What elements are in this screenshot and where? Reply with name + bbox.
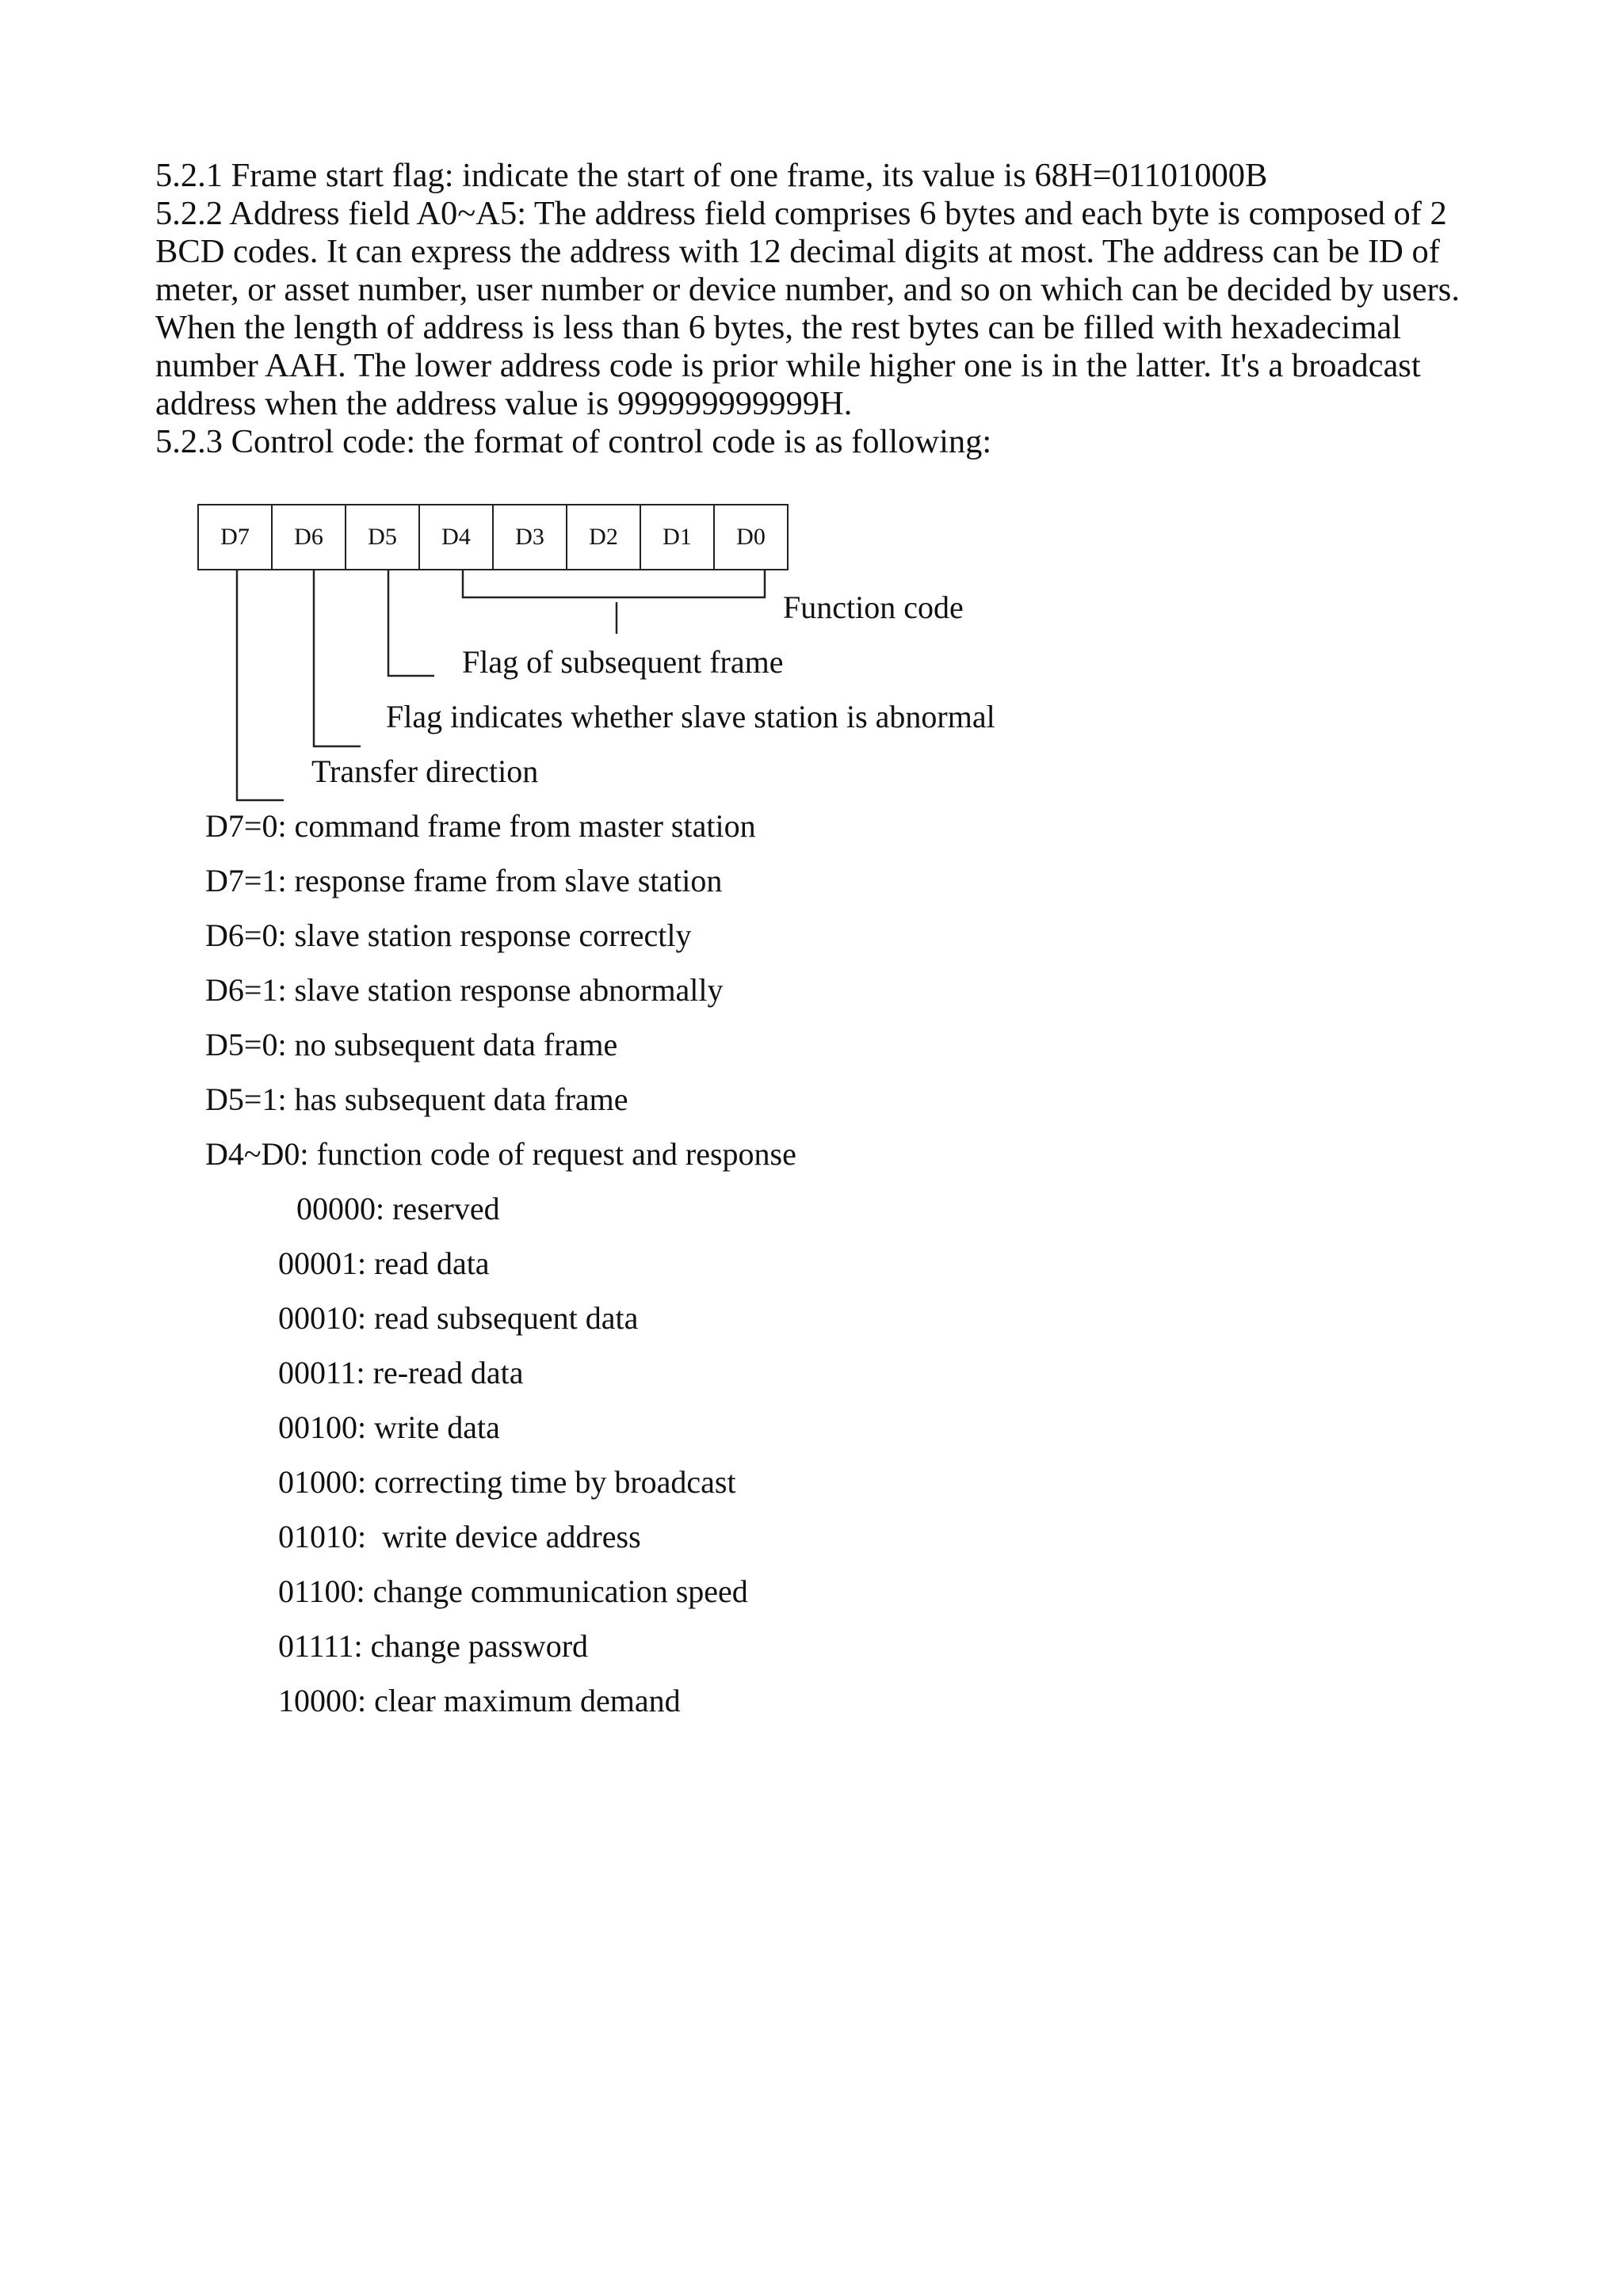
function-code-item: 01100: change communication speed (278, 1573, 748, 1609)
definition-line: D6=0: slave station response correctly (205, 917, 692, 953)
definition-line: D6=1: slave station response abnormally (205, 972, 724, 1008)
bit-cell-d1: D1 (640, 505, 714, 570)
function-code-item: 00010: read subsequent data (278, 1300, 639, 1336)
direction-connector (237, 569, 284, 800)
subsequent-frame-connector (388, 569, 434, 676)
paragraph-line: address when the address value is 999999999999H. (155, 385, 853, 422)
subsequent-frame-label: Flag of subsequent frame (462, 644, 784, 680)
abnormal-connector (314, 569, 361, 746)
paragraph-line: number AAH. The lower address code is prior while higher one is in the latter. It's a broadcast (155, 347, 1421, 384)
bit-cell-d7: D7 (198, 505, 272, 570)
bit-cell-d6: D6 (272, 505, 346, 570)
function-code-item: 00001: read data (278, 1245, 490, 1281)
function-code-bracket (463, 569, 765, 597)
function-code-item: 00100: write data (278, 1409, 500, 1445)
definition-line: D4~D0: function code of request and response (205, 1136, 796, 1172)
definition-line: D5=0: no subsequent data frame (205, 1027, 618, 1062)
paragraph-line: BCD codes. It can express the address with 12 decimal digits at most. The address can be ID of (155, 233, 1440, 270)
direction-label: Transfer direction (311, 753, 539, 789)
function-code-item: 10000: clear maximum demand (278, 1683, 681, 1718)
bit-cell-d3: D3 (493, 505, 567, 570)
paragraph-line: When the length of address is less than 6 bytes, the rest bytes can be filled with hexadecimal (155, 309, 1402, 346)
function-code-item: 01111: change password (278, 1628, 589, 1664)
paragraph-line: 5.2.3 Control code: the format of control code is as following: (155, 423, 992, 460)
definition-line: D5=1: has subsequent data frame (205, 1081, 628, 1117)
function-code-item: 00011: re-read data (278, 1355, 524, 1390)
definition-line: D7=0: command frame from master station (205, 808, 756, 844)
bit-cell-d2: D2 (567, 505, 640, 570)
bit-cell-d4: D4 (419, 505, 493, 570)
function-code-item: 01000: correcting time by broadcast (278, 1464, 736, 1500)
function-code-label: Function code (783, 589, 964, 625)
function-code-item: 00000: reserved (296, 1191, 500, 1226)
abnormal-label: Flag indicates whether slave station is abnormal (386, 699, 995, 734)
function-code-item: 01010: write device address (278, 1519, 641, 1554)
paragraph-line: 5.2.2 Address field A0~A5: The address field comprises 6 bytes and each byte is composed of 2 (155, 195, 1447, 232)
paragraph-line: 5.2.1 Frame start flag: indicate the start of one frame, its value is 68H=01101000B (155, 157, 1268, 194)
bit-cell-d0: D0 (714, 505, 788, 570)
definition-line: D7=1: response frame from slave station (205, 863, 723, 898)
paragraph-line: meter, or asset number, user number or device number, and so on which can be decided by users. (155, 271, 1460, 308)
bit-cell-d5: D5 (346, 505, 419, 570)
